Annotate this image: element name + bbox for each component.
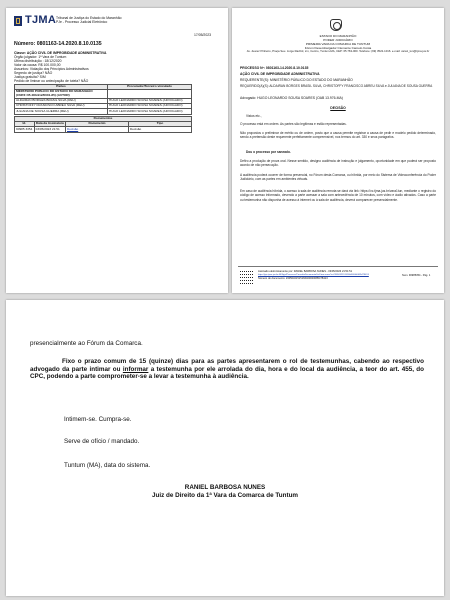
field-secrecy: Segredo de justiça? NÃO — [14, 71, 53, 75]
witness-text-1: Fixo o prazo comum de 15 (quinze) dias para as partes apresentarem o rol de testemunhas, cabendo ao respectivo advogado da parte intimar ou — [30, 358, 424, 373]
decision-para-5: Defiro a produção de prova oral. Nesse sentido, designo audiência de instrução e julgamento, oportunidade em que poderá ser proposto acordo de não persecução. — [240, 159, 436, 168]
party-cell: JULIANA DE SOUSA GUERRA (REU) — [15, 109, 108, 114]
doc-date-cell: 03/05/2023 21:51 — [34, 127, 65, 132]
tjma-emblem-icon — [14, 16, 22, 26]
field-distribution: Última distribuição : 18/12/2020 — [14, 59, 62, 63]
attorney-cell: HUGO LEONARDO SOUSA SOARES (ADVOGADO) — [108, 109, 192, 114]
doc-type-cell: Decisão — [129, 127, 192, 132]
serve-line: Serve de ofício / mandado. — [64, 438, 140, 445]
decision-sheet — [232, 8, 444, 293]
decision-para-4: Dou o processo por saneado. — [246, 150, 291, 154]
table-row — [15, 90, 192, 99]
cover-sheet — [6, 8, 228, 293]
qr-code-icon — [240, 270, 254, 284]
page-number: Num. 90985354 - Pág. 1 — [402, 274, 431, 277]
continuation-sheet — [6, 300, 444, 596]
court-name: Tribunal de Justiça do Estado do Maranhão — [56, 16, 122, 20]
witness-text-underlined: informar — [122, 365, 149, 373]
date-line: Tuntum (MA), data do sistema. — [64, 462, 151, 469]
field-value: Valor da causa: R$ 100.000,00 — [14, 63, 61, 67]
doc-type-header: Tipo — [129, 122, 192, 127]
decision-para-3: Não propostos o preliminar de mérito ou de ordem, posto que a causa permite registrar a causa de pedir e modelo pedido determinado, sendo a pretensão deste requerente perfeitamente compreensível, nos termos do art. 330 e seus parágrafos. — [240, 131, 436, 140]
header-court: PRIMEIRA VARA DA COMARCA DE TUNTUM — [305, 42, 371, 46]
header-state: ESTADO DO MARANHÃO — [319, 34, 357, 38]
meta-defendants: REQUERIDO(A)(S): ALDAIRAN BORGES BRASIL SILVA, CHRISTOFFY FRANCISCO ABREU SILVA e JULIANA DE SOUSA GUERRA — [240, 84, 433, 88]
footer-signature: Assinado eletronicamente por: RANIEL BARBOSA NUNES - 03/05/2023 21:51:51 — [258, 270, 353, 273]
header-forum: Fórum Desembargador Clemente Camelo Costa — [304, 46, 372, 50]
decision-para-7: Em caso de audiência híbrida, o acesso à sala de audiência remota se dará via link: https://vc.tjma.jus.br/vara1tun, mediante o registro do código de acesso informado, devendo a parte acessar a sala com antecedência de 10 minutos, com vídeo e áudio ativados. Caso a parte ou testemunha não disponha de acesso à internet ou à sala de audiência, deverá comparecer presencialmente. — [240, 189, 436, 202]
field-court: Órgão julgador: 1ª Vara de Tuntum — [14, 55, 67, 59]
coat-of-arms-icon — [330, 19, 342, 31]
continuation-line: presencialmente ao Fórum da Comarca. — [30, 340, 143, 347]
decision-para-1: Vistos etc., — [246, 114, 262, 118]
decision-para-2: O processo está em ordem. As partes são legítimas e estão representadas. — [240, 122, 347, 126]
header-power: PODER JUDICIÁRIO — [323, 38, 353, 42]
party-cell: MINISTERIO PUBLICO DO ESTADO DO MARANHÃO (CNPJ=05.483.912/0001-85) (AUTOR) — [15, 90, 108, 99]
meta-action: AÇÃO CIVIL DE IMPROBIDADE ADMINISTRATIVA — [240, 72, 320, 76]
attorney-header: Procurador/Terceiro vinculado — [108, 85, 192, 90]
attorney-cell — [108, 90, 192, 99]
witness-text-2: a testemunha por ele arrolada do dia, hora e do local da audiência, a teor do art. 455, do CPC, podendo a parte comprometer-se a levar a testemunha à audiência. — [30, 365, 425, 381]
party-cell: ALDAIRAN BORGES BRASIL SILVA (REU) — [15, 98, 108, 103]
system-name: PJe - Processo Judicial Eletrônico — [56, 20, 108, 24]
field-class: Classe: AÇÃO CIVIL DE IMPROBIDADE ADMINISTRATIVA — [14, 51, 107, 55]
meta-process: PROCESSO Nº: 0801163-14.2020.8.10.0135 — [240, 66, 309, 70]
table-row — [15, 127, 192, 132]
doc-id-cell: 90985 3354 — [16, 126, 33, 131]
attorney-cell: HUGO LEONARDO SOUSA SOARES (ADVOGADO) — [108, 104, 192, 109]
footer-link[interactable]: https://pje.tjma.jus.br:443/pje/Processo/ConsultaDocumento/listView.seam?x=23050321515166400000085478413 — [258, 273, 369, 276]
party-cell: CHRISTOFFY FRANCISCO ABREU SILVA (REU) — [15, 104, 108, 109]
table-row — [15, 109, 192, 114]
header-address: Av. Juarez Pinheiro, Praça Seu. Jorge Rachid, s/n, Centro, Tuntum-MA, CEP: 65.763-000. Telefone: (99) 3522-1016. e-mail: vara1_tun@tjma.jus.br — [246, 49, 430, 53]
judge-title: Juiz de Direito da 1ª Vara da Comarca de Tuntum — [151, 492, 299, 499]
meta-lawyer: Advogado: HUGO LEONARDO SOUSA SOARES (OAB 13.976-MA) — [240, 96, 343, 100]
decision-heading: DECISÃO — [330, 106, 346, 110]
doc-id-header: Id. — [15, 122, 35, 127]
doc-date-header: Data da Assinatura — [35, 121, 64, 126]
field-free-justice: Justiça gratuita? SIM — [14, 75, 46, 79]
meta-plaintiff: REQUERENTE(S): MINISTÉRIO PÚBLICO DO ESTADO DO MARANHÃO — [240, 78, 353, 82]
cover-date: 17/05/2023 — [194, 33, 211, 37]
documents-title: Documentos — [15, 117, 192, 122]
attorney-cell: HUGO LEONARDO SOUSA SOARES (ADVOGADO) — [108, 98, 192, 103]
footer-doc-number: Número do documento: 23050321515166400000085478413 — [258, 277, 328, 280]
footer-divider — [238, 266, 438, 267]
tjma-logo: TJMA — [25, 14, 57, 26]
field-injunction: Pedido de liminar ou antecipação de tutela? NÃO — [14, 79, 89, 83]
intimation-line: Intimem-se. Cumpra-se. — [64, 416, 132, 423]
doc-link[interactable]: Decisão — [66, 127, 129, 132]
process-number: Número: 0801163-14.2020.8.10.0135 — [14, 41, 102, 47]
parties-table — [14, 84, 192, 115]
judge-name: RANIEL BARBOSA NUNES — [184, 484, 266, 491]
witness-paragraph — [30, 358, 424, 381]
documents-table — [14, 116, 192, 133]
decision-para-6: A audiência poderá ocorrer de forma presencial, no Fórum desta Comarca, ou híbrida, por meio do Sistema de Videoconferência do Poder Judiciário, com as partes em ambientes virtuais. — [240, 173, 436, 182]
field-subjects: Assuntos: Violação dos Princípios Administrativos — [14, 67, 89, 71]
doc-name-header: Documento — [66, 122, 129, 127]
parties-header: Partes — [15, 85, 108, 90]
